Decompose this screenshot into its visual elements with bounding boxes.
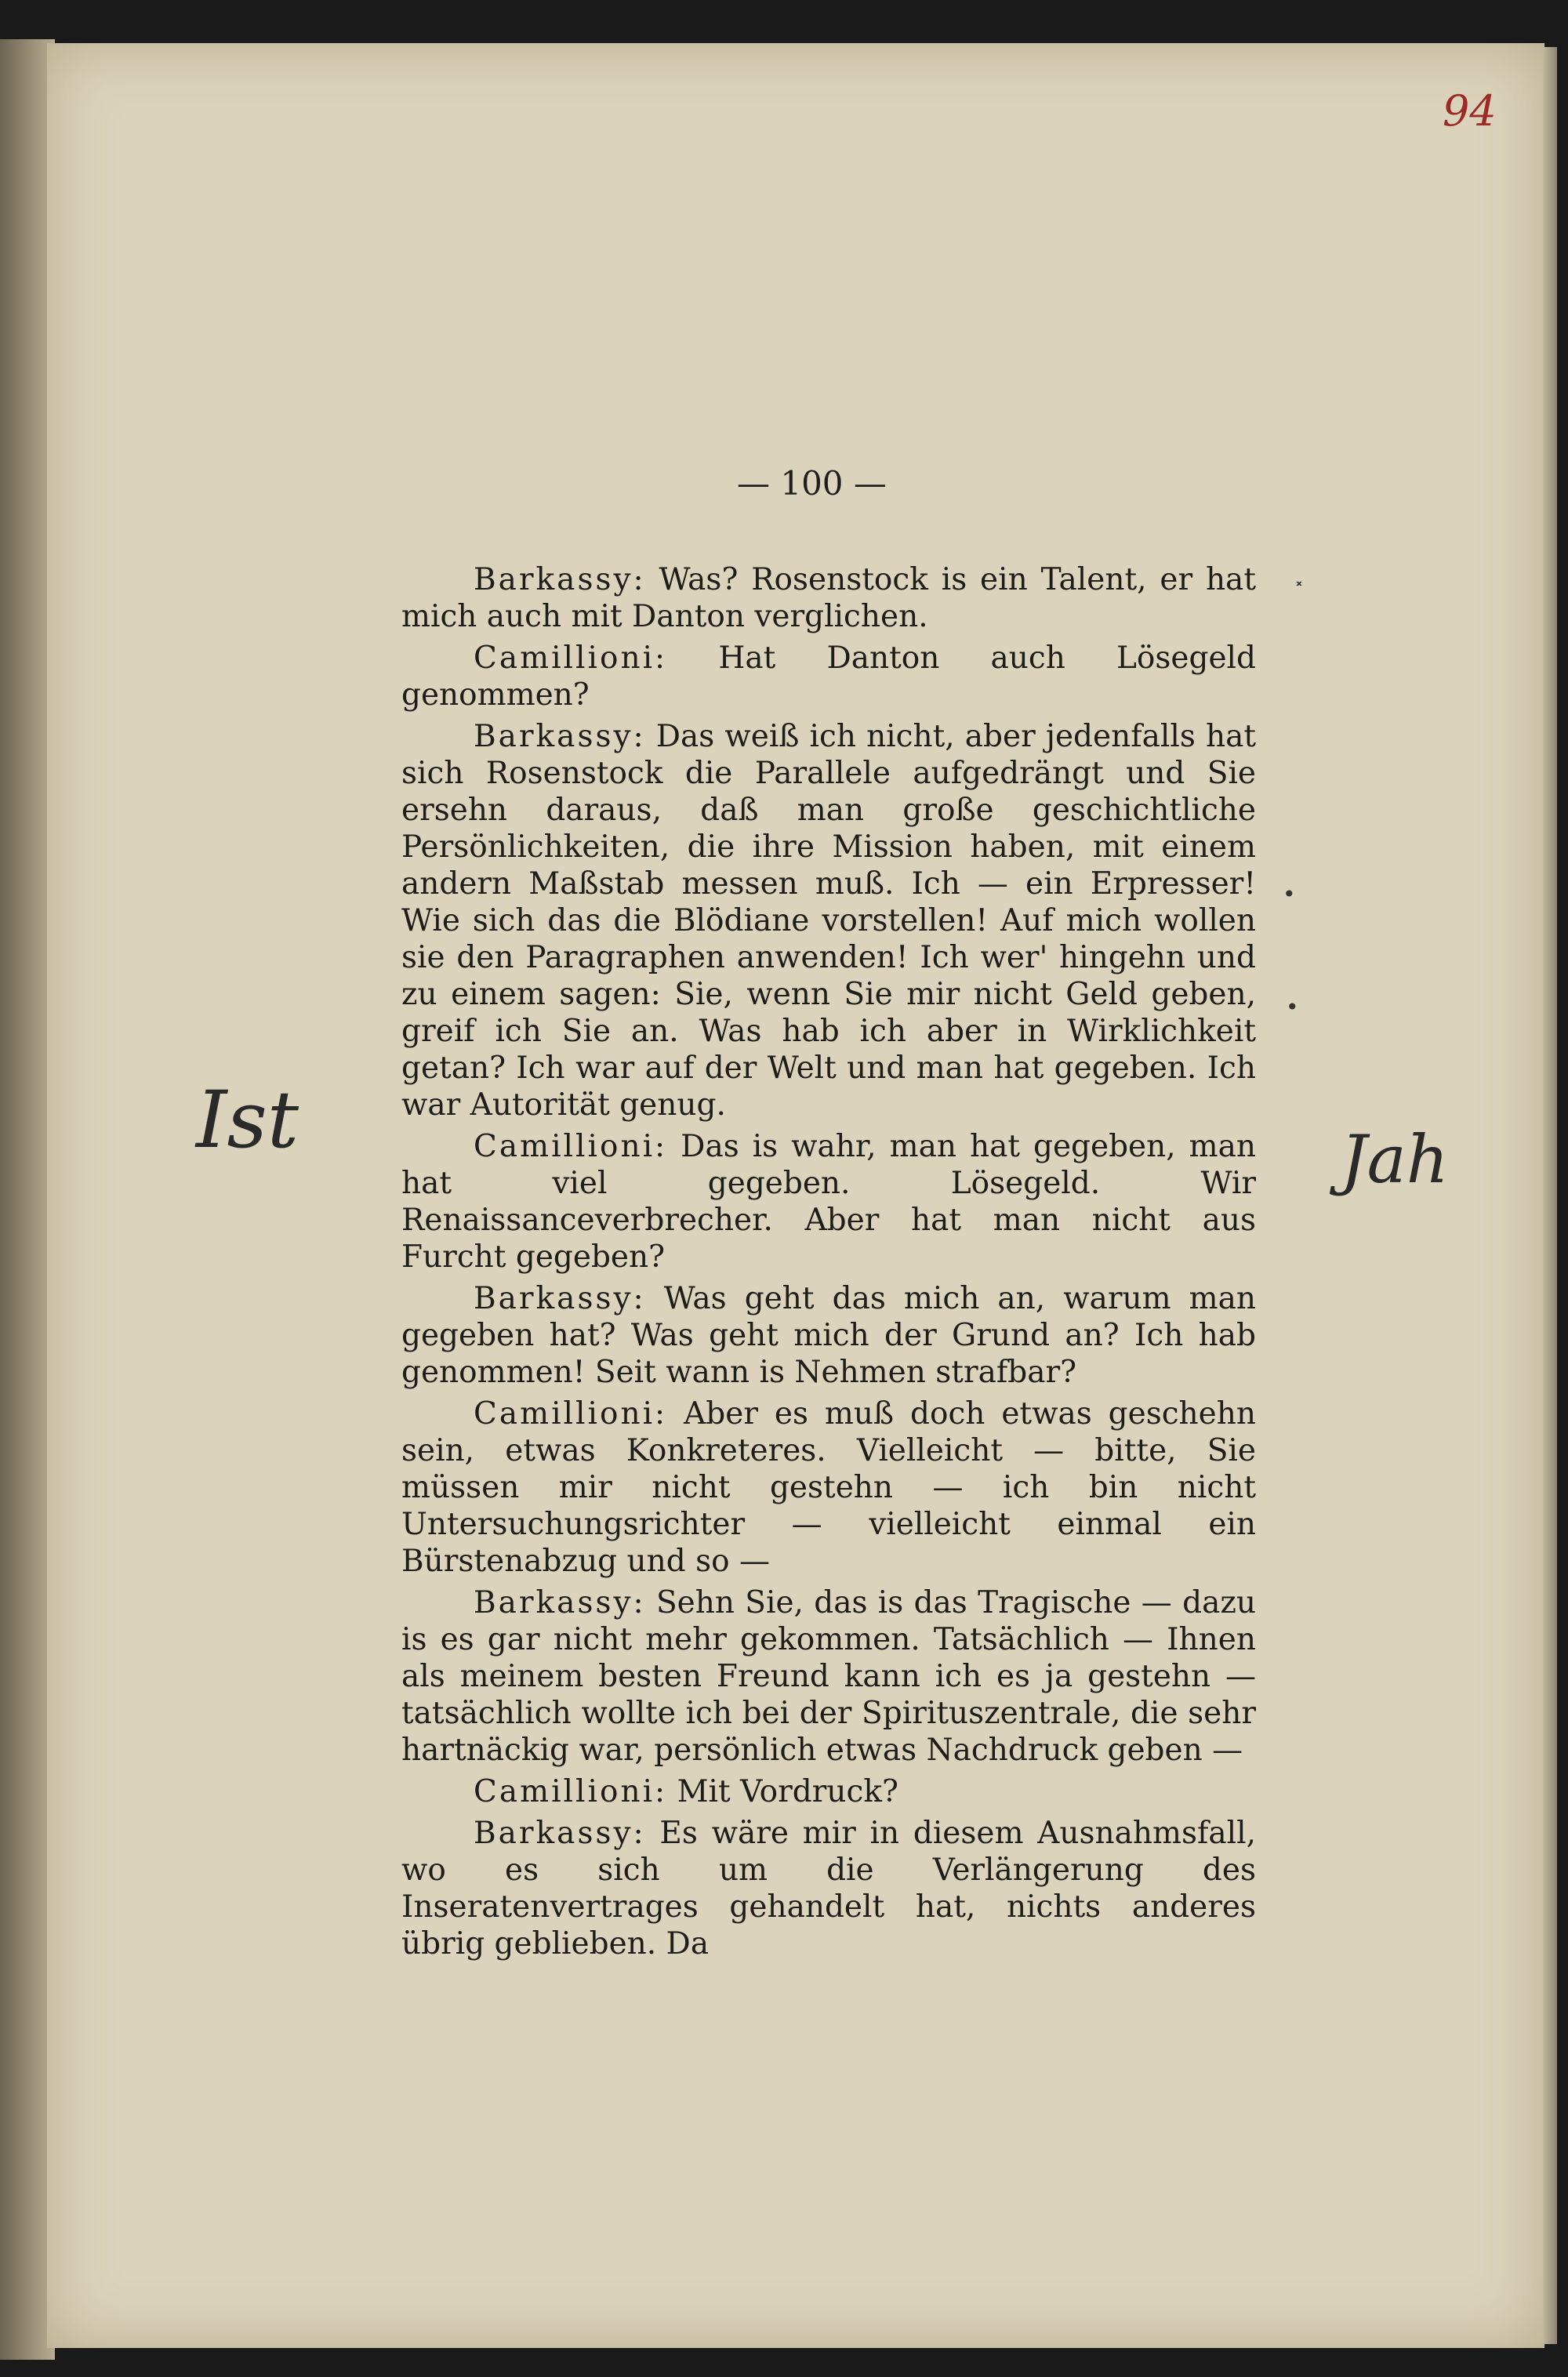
dialogue-paragraph xyxy=(401,1395,1256,1580)
handwritten-folio-number: 94 xyxy=(1443,86,1497,136)
dialogue-paragraph xyxy=(401,1128,1256,1276)
margin-note-right: Jah xyxy=(1341,1121,1449,1198)
page-number: — 100 — xyxy=(737,464,887,503)
speaker-name: Barkassy: xyxy=(474,1816,646,1851)
page-edge xyxy=(1543,47,1557,2344)
speaker-name: Barkassy: xyxy=(474,562,646,597)
dialogue-paragraph xyxy=(401,1815,1256,1962)
speaker-name: Camillioni: xyxy=(474,641,668,676)
dialogue-paragraph xyxy=(401,718,1256,1123)
dialogue-line: Mit Vordruck? xyxy=(677,1774,898,1809)
dialogue-paragraph xyxy=(401,1280,1256,1391)
dialogue-paragraph xyxy=(401,1584,1256,1769)
dialogue-line: Sehn Sie, das is das Tragische — dazu is es gar nicht mehr gekommen. Tatsächlich — Ihnen als meinem besten Freund kann ich es ja gestehn — tatsächlich wollte ich bei der Spirituszentrale, die sehr hartnäckig war, persönlich etwas Nachdruck geben — xyxy=(401,1585,1256,1768)
speaker-name: Camillioni: xyxy=(474,1396,668,1432)
dialogue-line: Das is wahr, man hat gegeben, man hat viel gegeben. Lösegeld. Wir Renaissanceverbrecher. Aber hat man nicht aus Furcht gegeben? xyxy=(401,1129,1256,1275)
speaker-name: Camillioni: xyxy=(474,1129,668,1164)
dialogue-text xyxy=(401,561,1256,1967)
margin-tick-mark: ˟ xyxy=(1294,579,1305,604)
speaker-name: Barkassy: xyxy=(474,719,646,754)
speaker-name: Barkassy: xyxy=(474,1281,646,1316)
dialogue-line: Was? Rosenstock is ein Talent, er hat mich auch mit Danton verglichen. xyxy=(401,562,1256,634)
dialogue-line: Das weiß ich nicht, aber jedenfalls hat sich Rosenstock die Parallele aufgedrängt und Sie ersehn daraus, daß man große geschichtliche Persönlichkeiten, die ihre Mission haben, mit einem andern Maßstab messen muß. Ich — ein Erpresser! Wie sich das die Blödiane vorstellen! Auf mich wollen sie den Paragraphen anwenden! Ich wer' hingehn und zu einem sagen: Sie, wenn Sie mir nicht Geld geben, greif ich Sie an. Was hab ich aber in Wirklichkeit getan? Ich war auf der Welt und man hat gegeben. Ich war Autorität genug. xyxy=(401,719,1256,1123)
margin-note-left: Ist xyxy=(196,1074,299,1166)
speaker-name: Barkassy: xyxy=(474,1585,646,1620)
dialogue-line: Hat Danton auch Lösegeld genommen? xyxy=(401,641,1256,713)
speaker-name: Camillioni: xyxy=(474,1774,668,1809)
dialogue-paragraph xyxy=(401,561,1256,635)
dialogue-line: Aber es muß doch etwas geschehn sein, etwas Konkreteres. Vielleicht — bitte, Sie müssen mir nicht gestehn — ich bin nicht Untersuchungsrichter — vielleicht einmal ein Bürstenabzug und so — xyxy=(401,1396,1256,1579)
margin-dot-mark: • xyxy=(1286,994,1299,1020)
dialogue-paragraph xyxy=(401,1773,1256,1810)
dialogue-paragraph xyxy=(401,640,1256,713)
dialogue-line: Was geht das mich an, warum man gegeben hat? Was geht mich der Grund an? Ich hab genommen! Seit wann is Nehmen strafbar? xyxy=(401,1281,1256,1390)
margin-dot-mark: • xyxy=(1283,881,1296,907)
dialogue-line: Es wäre mir in diesem Ausnahmsfall, wo es sich um die Verlängerung des Inseratenvertrages gehandelt hat, nichts anderes übrig geblieben. Da xyxy=(401,1816,1256,1961)
